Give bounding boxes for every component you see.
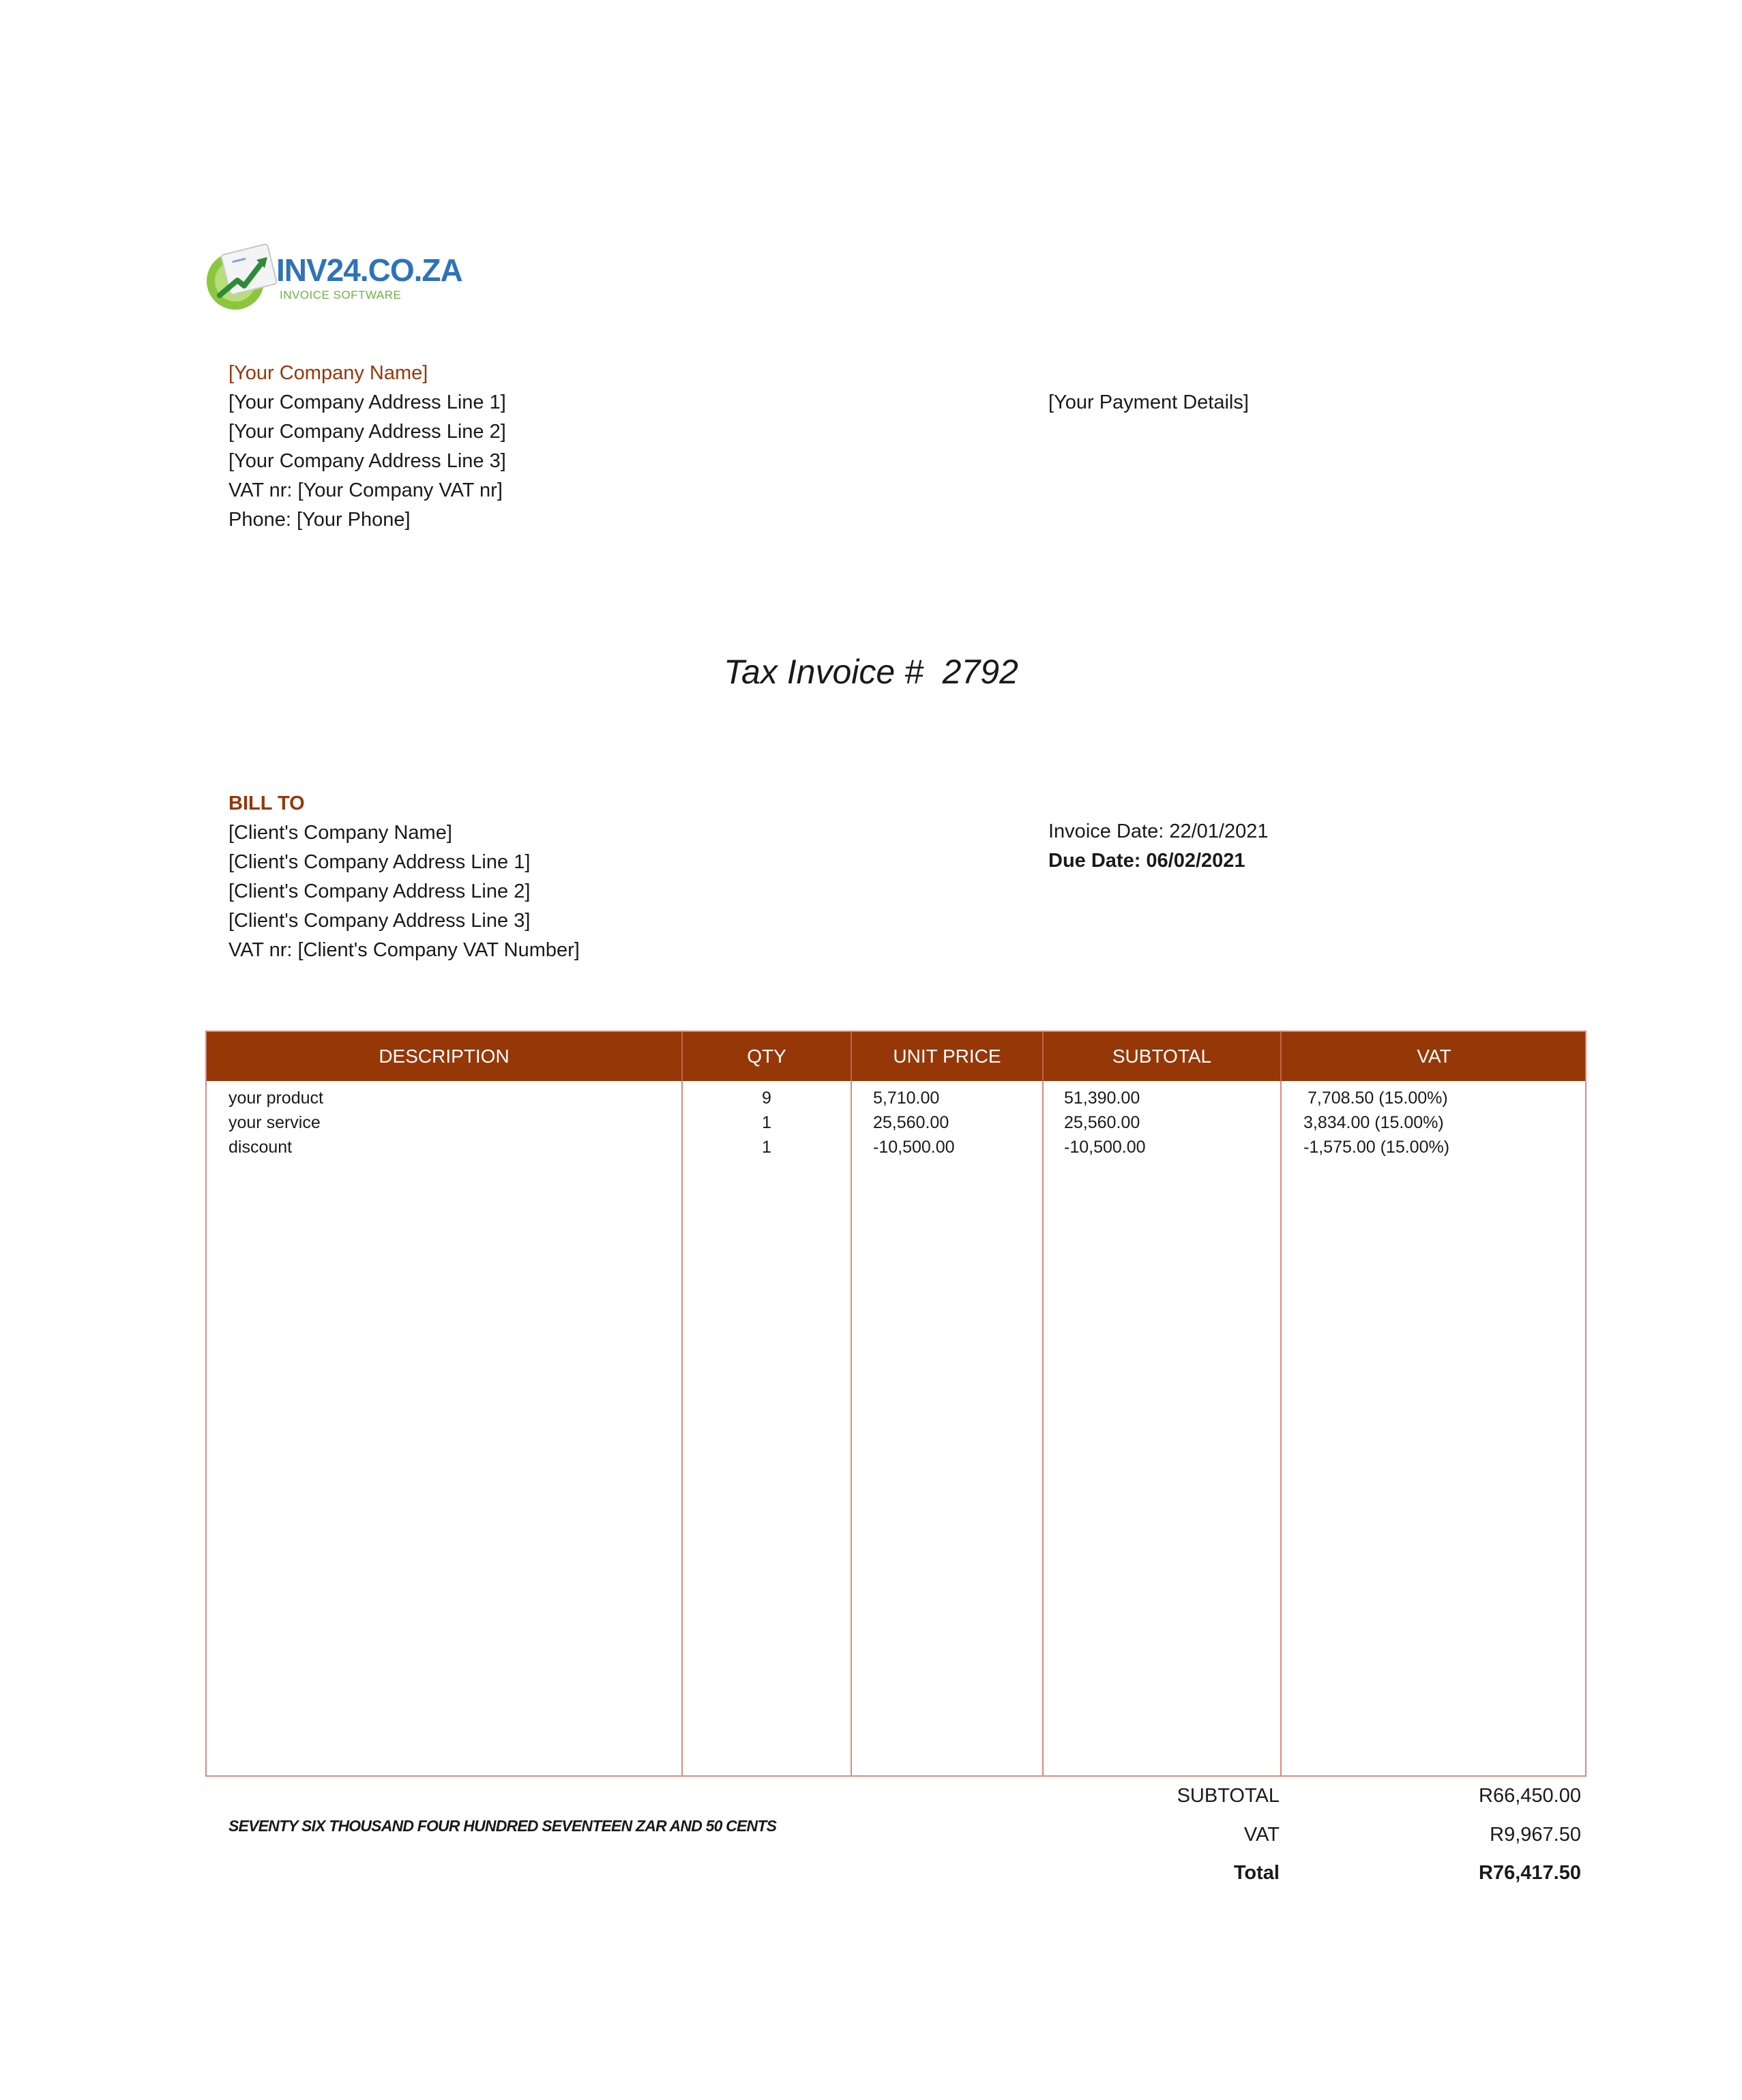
subtotal-value: R66,450.00 — [1479, 1785, 1581, 1807]
invoice-number: 2792 — [942, 653, 1018, 691]
row-unit-price: 25,560.00 — [873, 1113, 949, 1132]
invoice-title-label: Tax Invoice # — [724, 653, 924, 691]
payment-details: [Your Payment Details] — [1048, 391, 1249, 413]
due-date: Due Date: 06/02/2021 — [1048, 850, 1245, 872]
total-label: Total — [1233, 1862, 1280, 1884]
client-address-line-3: [Client's Company Address Line 3] — [228, 910, 531, 932]
row-description: your product — [228, 1089, 323, 1108]
row-vat: 7,708.50 (15.00%) — [1308, 1089, 1448, 1108]
company-address-line-1: [Your Company Address Line 1] — [228, 391, 506, 413]
company-address-line-2: [Your Company Address Line 2] — [228, 421, 506, 443]
row-subtotal: -10,500.00 — [1064, 1138, 1146, 1157]
invoice-date: Invoice Date: 22/01/2021 — [1048, 820, 1269, 842]
subtotal-label: SUBTOTAL — [1177, 1785, 1280, 1807]
company-phone: Phone: [Your Phone] — [228, 509, 411, 531]
table-row — [207, 1135, 1585, 1159]
bill-to-label: BILL TO — [228, 793, 305, 814]
row-qty: 9 — [762, 1089, 771, 1108]
row-unit-price: -10,500.00 — [873, 1138, 955, 1157]
table-header — [207, 1032, 1585, 1081]
vat-value: R9,967.50 — [1490, 1824, 1581, 1846]
invoice-title — [0, 648, 1742, 696]
row-qty: 1 — [762, 1113, 771, 1132]
header-vat: VAT — [1417, 1046, 1451, 1067]
client-address-line-1: [Client's Company Address Line 1] — [228, 851, 531, 873]
logo-tagline: INVOICE SOFTWARE — [280, 289, 402, 301]
amount-in-words: SEVENTY SIX THOUSAND FOUR HUNDRED SEVENTEEN ZAR AND 50 CENTS — [228, 1817, 777, 1835]
company-address-line-3: [Your Company Address Line 3] — [228, 450, 506, 472]
client-company-name: [Client's Company Name] — [228, 822, 452, 844]
header-subtotal: SUBTOTAL — [1112, 1046, 1212, 1067]
company-vat: VAT nr: [Your Company VAT nr] — [228, 479, 503, 501]
table-row — [207, 1110, 1585, 1135]
header-qty: QTY — [747, 1046, 786, 1067]
table-row — [207, 1086, 1585, 1110]
vat-label: VAT — [1243, 1824, 1280, 1846]
row-vat: -1,575.00 (15.00%) — [1303, 1138, 1450, 1157]
line-items-table — [205, 1031, 1586, 1777]
logo-chart-icon — [205, 242, 280, 314]
row-description: discount — [228, 1138, 293, 1157]
row-subtotal: 25,560.00 — [1064, 1113, 1140, 1132]
row-vat: 3,834.00 (15.00%) — [1303, 1113, 1444, 1132]
header-description: DESCRIPTION — [379, 1046, 510, 1067]
dates-block — [1048, 817, 1268, 876]
bill-to-block — [228, 789, 580, 965]
client-address-line-2: [Client's Company Address Line 2] — [228, 881, 531, 902]
header-unit-price: UNIT PRICE — [893, 1046, 1001, 1067]
row-subtotal: 51,390.00 — [1064, 1089, 1140, 1108]
row-qty: 1 — [762, 1138, 771, 1157]
row-unit-price: 5,710.00 — [873, 1089, 940, 1108]
company-name: [Your Company Name] — [228, 362, 428, 384]
company-block — [228, 359, 506, 535]
total-value: R76,417.50 — [1479, 1862, 1581, 1884]
logo-wordmark: INV24.CO.ZA — [276, 252, 462, 288]
row-description: your service — [228, 1113, 321, 1132]
client-vat: VAT nr: [Client's Company VAT Number] — [228, 939, 580, 961]
